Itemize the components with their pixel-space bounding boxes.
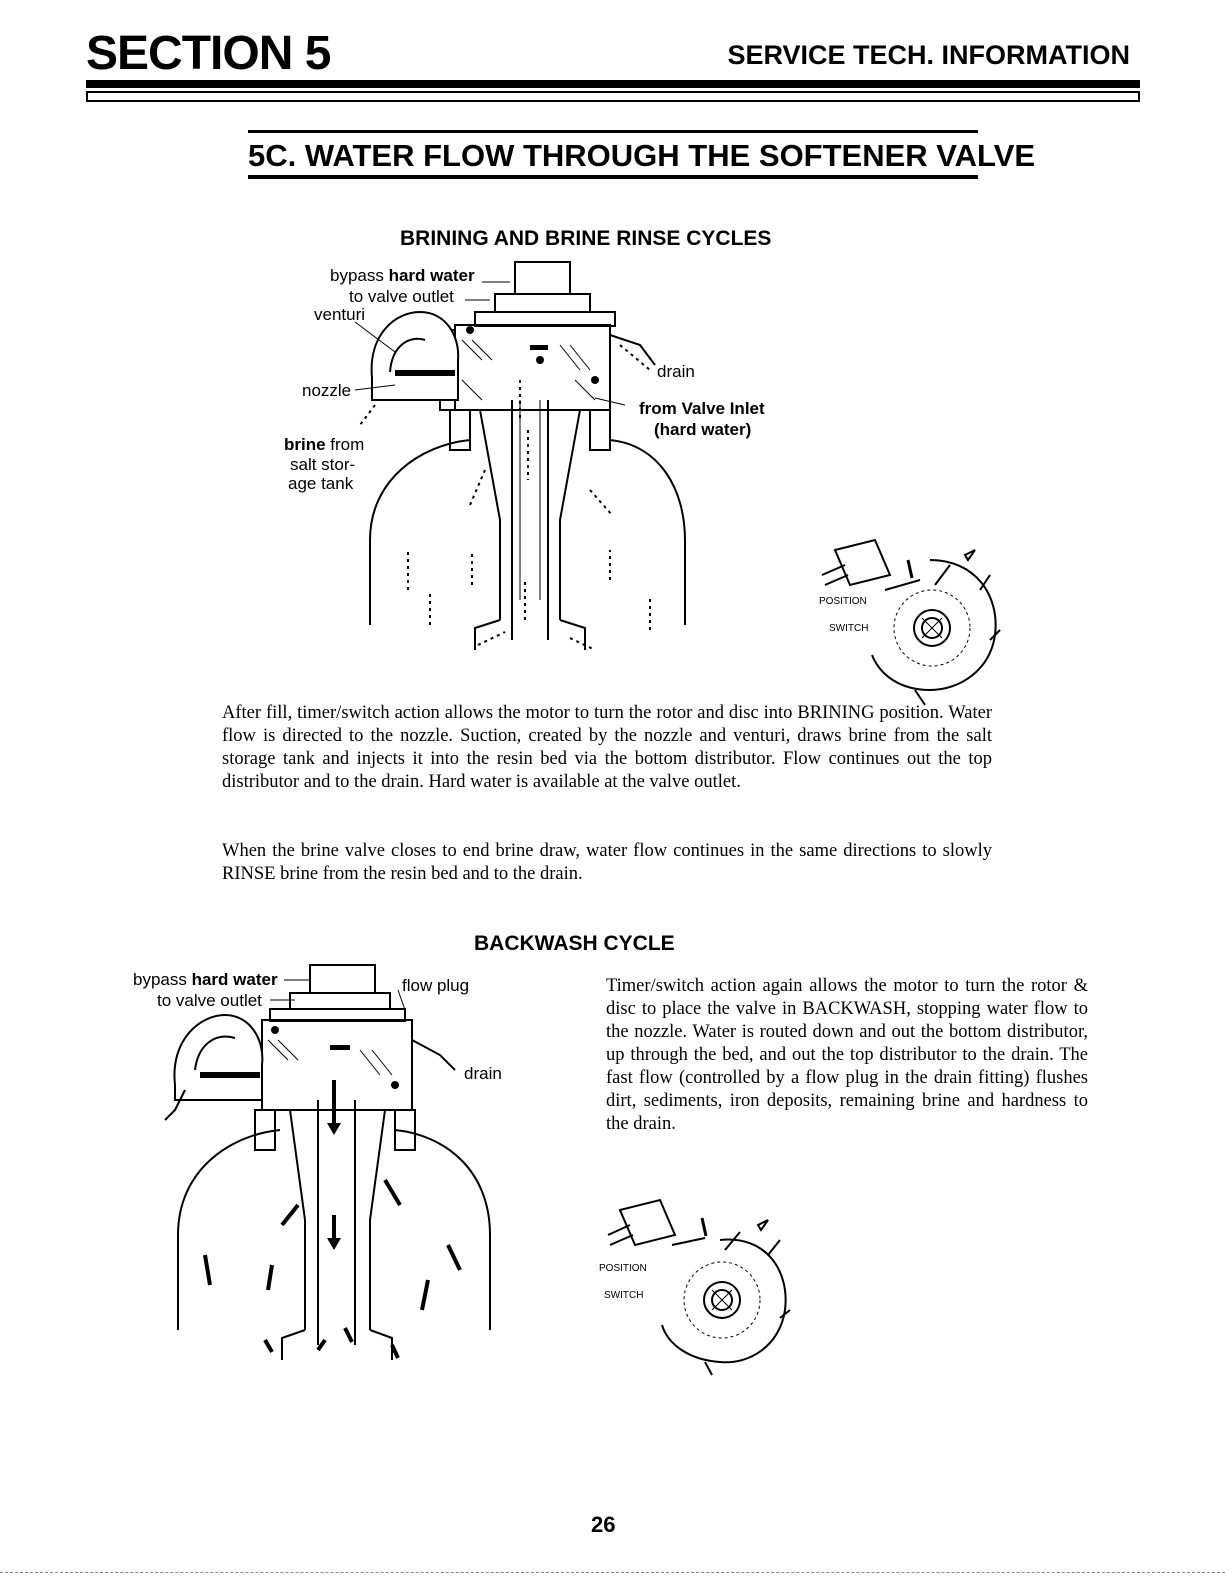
salt-storage-label: salt stor- bbox=[290, 455, 356, 474]
age-tank-label: age tank bbox=[288, 474, 354, 493]
backwash-paragraph: Timer/switch action again allows the motor to turn the rotor & disc to place the valve in BACKWASH, stopping water flow to the nozzle. Water is routed down and out the bottom distributor, up through the bed, and out the top distributor to the drain. The fast flow (controlled by a flow plug in the drain fitting) flushes dirt, sediments, iron deposits, remaining brine and hardness to the drain. bbox=[606, 976, 1088, 1134]
backwash-position-label: POSITION bbox=[599, 1263, 647, 1274]
hard-water-label: (hard water) bbox=[654, 420, 752, 439]
backwash-switch-label: SWITCH bbox=[604, 1290, 644, 1301]
brining-paragraph-1: After fill, timer/switch action allows the motor to turn the rotor and disc into BRINING position. Water flow is directed to the nozzle. Suction, created by the nozzle and venturi, draws brine from the salt storage tank and injects it into the resin bed via the bottom distributor. Flow continues out the top distributor and to the drain. Hard water is available at the valve outlet. bbox=[222, 703, 992, 792]
brining-drain-label: drain bbox=[657, 362, 695, 381]
venturi-label: venturi bbox=[314, 305, 366, 324]
nozzle-label: nozzle bbox=[302, 381, 352, 400]
brining-bypass-label: bypass hard water bbox=[330, 266, 475, 285]
subsection-title: 5C. WATER FLOW THROUGH THE SOFTENER VALVE bbox=[248, 138, 1036, 173]
backwash-outlet-label: to valve outlet bbox=[157, 991, 262, 1010]
brining-heading: BRINING AND BRINE RINSE CYCLES bbox=[400, 227, 772, 250]
section-title: SERVICE TECH. INFORMATION bbox=[727, 40, 1130, 70]
brine-label: brine from bbox=[284, 435, 365, 454]
brining-switch-label: SWITCH bbox=[829, 623, 869, 634]
brining-position-label: POSITION bbox=[819, 596, 867, 607]
section-number: SECTION 5 bbox=[86, 27, 331, 80]
page-number: 26 bbox=[591, 1512, 616, 1537]
backwash-bypass-label: bypass hard water bbox=[133, 970, 278, 989]
brining-outlet-label: to valve outlet bbox=[349, 287, 454, 306]
backwash-drain-label: drain bbox=[464, 1064, 502, 1083]
flow-plug-label: flow plug bbox=[402, 976, 470, 995]
backwash-heading: BACKWASH CYCLE bbox=[474, 932, 675, 955]
bottom-rule bbox=[0, 1572, 1225, 1573]
valve-inlet-label: from Valve Inlet bbox=[639, 399, 765, 418]
brining-paragraph-2: When the brine valve closes to end brine draw, water flow continues in the same directions to slowly RINSE brine from the resin bed and to the drain. bbox=[222, 841, 992, 884]
